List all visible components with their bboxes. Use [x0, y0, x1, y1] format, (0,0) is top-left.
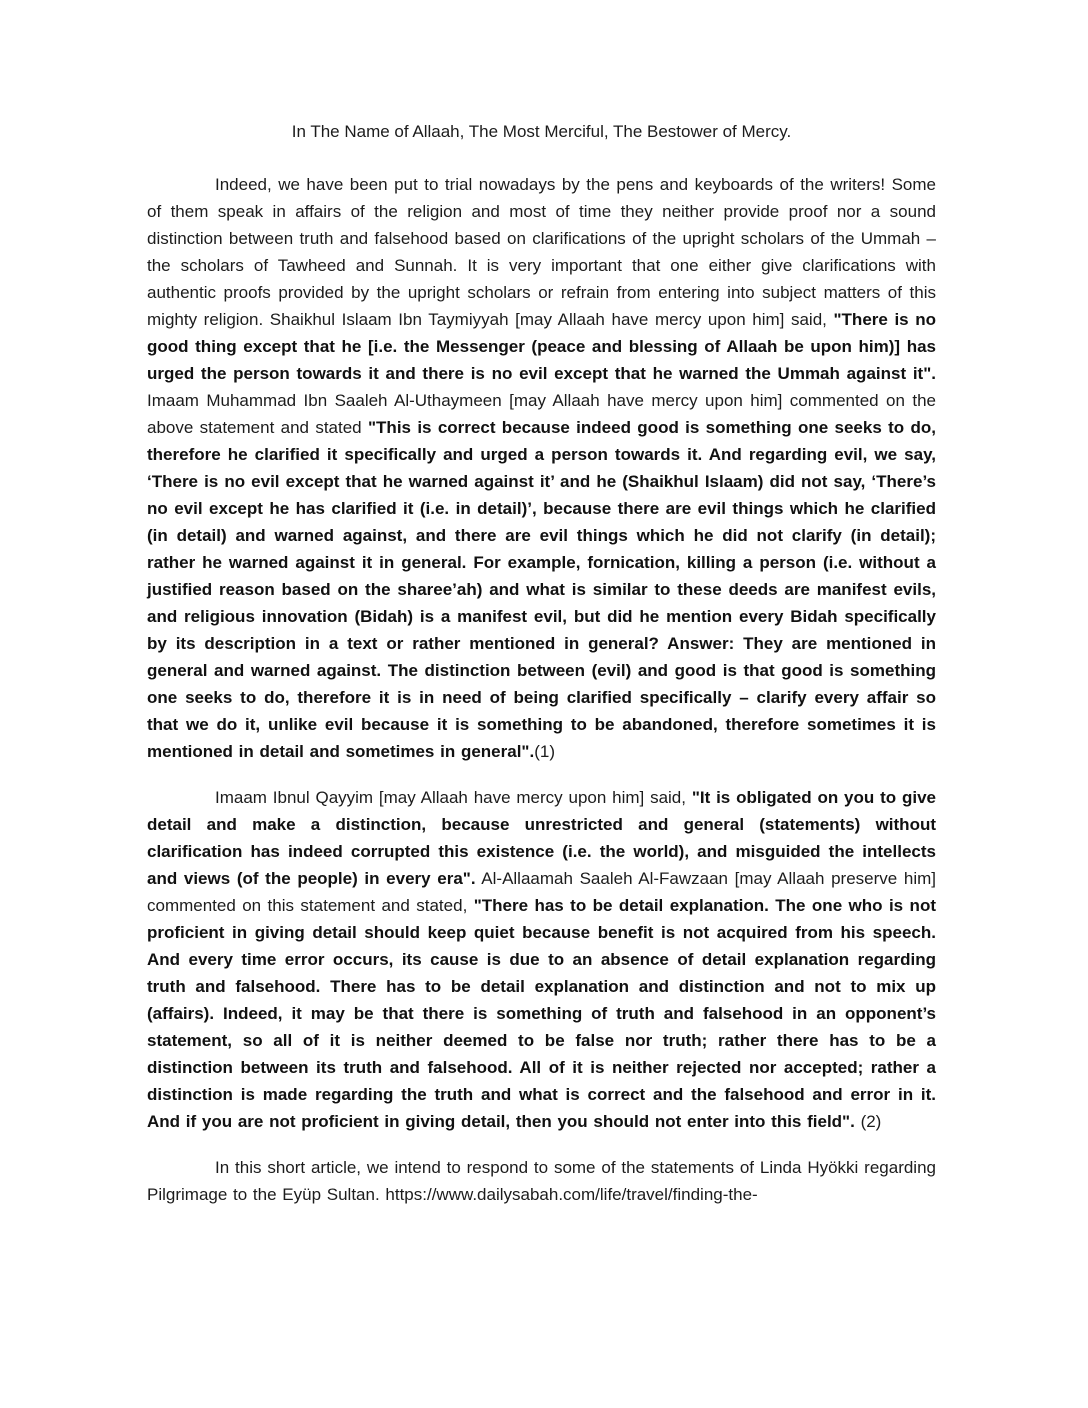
text-run: Imaam Ibnul Qayyim [may Allaah have mercy upon him] said, [215, 788, 692, 807]
bold-text-run: "There is no good thing except that he [i.e. the Messenger (peace and blessing of Allaah be upon him)] has urged the person towards it and there is no evil except that he warned the Ummah against it". [147, 310, 936, 383]
text-run: In this short article, we intend to respond to some of the statements of Linda Hyökki regarding Pilgrimage to the Eyüp Sultan. https://www.dailysabah.com/life/travel/finding-the- [147, 1158, 936, 1204]
bold-text-run: "It is obligated on you to give detail and make a distinction, because unrestricted and general (statements) without clarification has indeed corrupted this existence (i.e. the world), and misguided the intellects and views (of the people) in every era". [147, 788, 936, 888]
paragraph [147, 1154, 936, 1208]
text-run: Imaam Muhammad Ibn Saaleh Al-Uthaymeen [may Allaah have mercy upon him] commented on the above statement and stated [147, 391, 936, 437]
text-run: Indeed, we have been put to trial nowadays by the pens and keyboards of the writers! Some of them speak in affairs of the religion and most of time they neither provide proof nor a sound distinction between truth and falsehood based on clarifications of the upright scholars of the Ummah – the scholars of Tawheed and Sunnah. It is very important that one either give clarifications with authentic proofs provided by the upright scholars or refrain from entering into subject matters of this mighty religion. Shaikhul Islaam Ibn Taymiyyah [may Allaah have mercy upon him] said, [147, 175, 936, 329]
document-body [147, 171, 936, 1208]
document-title: In The Name of Allaah, The Most Merciful, The Bestower of Mercy. [291, 122, 792, 141]
paragraph [147, 784, 936, 1135]
text-run: (1) [534, 742, 555, 761]
text-run: Al-Allaamah Saaleh Al-Fawzaan [may Allaah preserve him] commented on this statement and stated, [147, 869, 936, 915]
bold-text-run: "This is correct because indeed good is something one seeks to do, therefore he clarified it specifically and urged a person towards it. And regarding evil, we say, ‘There is no evil except that he warned against it’ and he (Shaikhul Islaam) did not say, ‘There’s no evil except he has clarified it (i.e. in detail)’, because there are evil things which he clarified (in detail) and warned against, and there are evil things which he did not clarify (in detail); rather he warned against it in general. For example, fornication, killing a person (i.e. without a justified reason based on the sharee’ah) and what is similar to these deeds are manifest evils, and religious innovation (Bidah) is a manifest evil, but did he mention every Bidah specifically by its description in a text or rather mentioned in general? Answer: They are mentioned in general and warned against. The distinction between (evil) and good is that good is something one seeks to do, therefore it is in need of being clarified specifically – clarify every affair so that we do it, unlike evil because it is something to be abandoned, therefore sometimes it is mentioned in detail and sometimes in general". [147, 418, 936, 761]
text-run: (2) [854, 1112, 882, 1131]
paragraph [147, 171, 936, 765]
bold-text-run: "There has to be detail explanation. The one who is not proficient in giving detail should keep quiet because benefit is not acquired from his speech. And every time error occurs, its cause is due to an absence of detail explanation regarding truth and falsehood. There has to be detail explanation and distinction and not to mix up (affairs). Indeed, it may be that there is something of truth and falsehood in an opponent’s statement, so all of it is neither deemed to be false nor truth; rather there has to be a distinction between its truth and falsehood. All of it is neither rejected nor accepted; rather a distinction is made regarding the truth and what is correct and the falsehood and error in it. And if you are not proficient in giving detail, then you should not enter into this field". [147, 896, 936, 1131]
